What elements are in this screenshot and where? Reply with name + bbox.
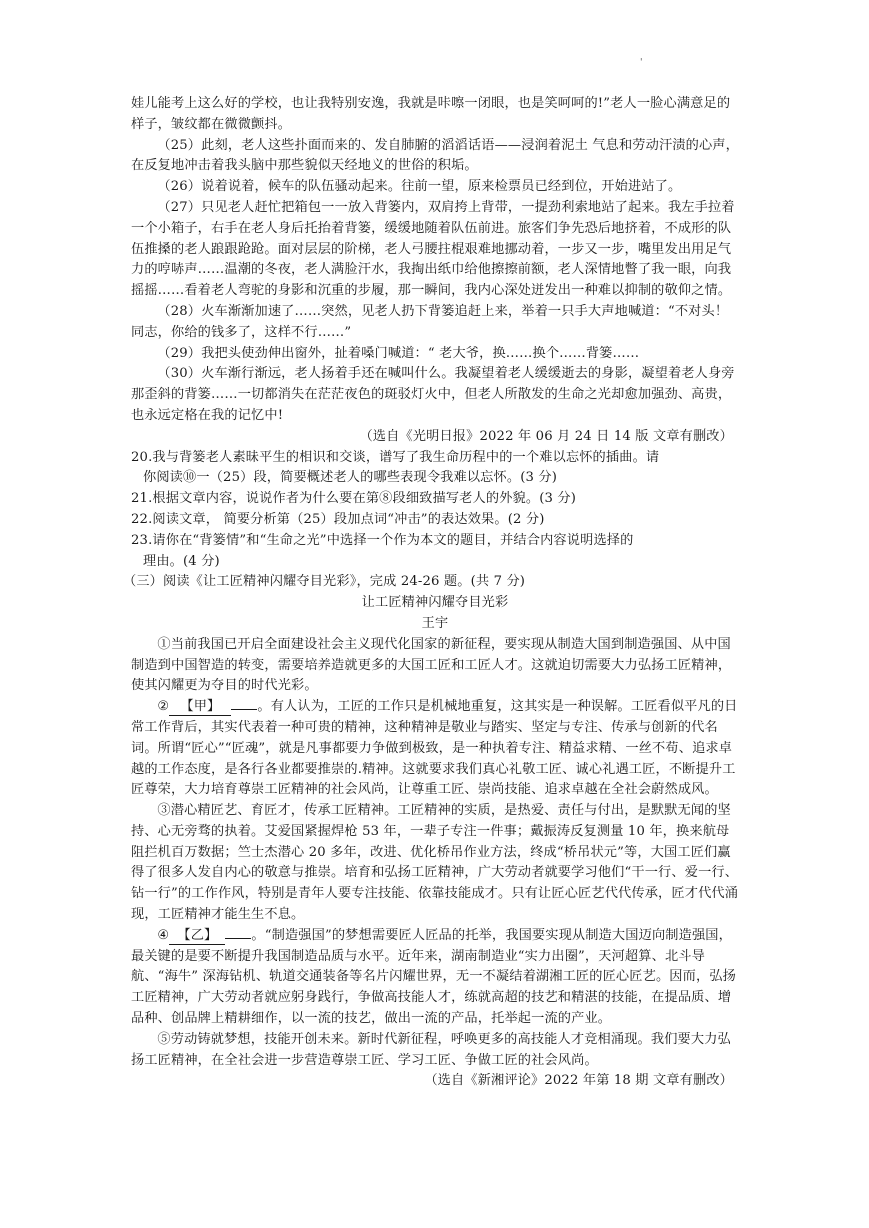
article-paragraph-3: ③潜心精匠艺、育匠才，传承工匠精神。工匠精神的实质，是热爱、责任与付出，是默默无闻的坚持、心无旁骛的执着。艾爱国紧握焊枪 53 年，一辈子专注一件事；戴振涛反复测量 10 年，换来航母阻拦机百万数据；竺士杰潜心 20 多年，改进、优化桥吊作业方法，终成“桥吊状元”等，大国工匠们赢得了很多人发自内心的敬意与推崇。培育和弘扬工匠精神，广大劳动者就要学习他们“干一行、爱一行、钻一行”的工作作风，特别是青年人要专注技能、依靠技能成才。只有让匠心匠艺代代传承，匠才代代涌现，工匠精神才能生生不息。 xyxy=(131,803,739,923)
question-20-line2: 你阅读⑩一（25）段，简要概述老人的哪些表现令我难以忘怀。(3 分) xyxy=(143,470,557,486)
blank-jia: 【甲】 xyxy=(169,699,231,716)
question-23-line1: 23.请你在“背篓情”和“生命之光”中选择一个作为本文的题目，并结合内容说明选择的 xyxy=(131,532,634,548)
article-paragraph-2 xyxy=(131,697,739,801)
paragraph-4-number: ④ xyxy=(157,927,170,943)
paragraph-2-text: 。有人认为，工匠的工作只是机械地重复，这其实是一种误解。工匠看似平凡的日常工作背后，其实代表着一种可贵的精神，这种精神是敬业与踏实、坚定与专注、传承与创新的代名词。所谓“匠心”“匠魂”，就是凡事都要力争做到极致，是一种执着专注、精益求精、一丝不苟、追求卓越的工作态度，是各行各业都要推崇的.精神。这就要求我们真心礼敬工匠、诚心礼遇工匠，不断提升工匠尊荣，大力培育尊崇工匠精神的社会风尚，让尊重工匠、崇尚技能、追求卓越在全社会蔚然成风。 xyxy=(131,699,738,798)
article-paragraph-4 xyxy=(131,926,739,1030)
story-paragraph-continued: 娃儿能考上这么好的学校，也让我特别安逸，我就是咔嚓一闭眼，也是笑呵呵的!”老人一脸心满意足的样子，皱纹都在微微颤抖。 xyxy=(131,96,731,132)
story-paragraph-27: （27）只见老人赶忙把箱包一一放入背篓内，双肩挎上背带，一提劲利索地站了起来。我左手拉着一个小箱子，右手在老人身后托抬着背篓，缓缓地随着队伍前进。旅客们争先恐后地挤着，不成形的队伍推搡的老人踉跟跄跄。面对层层的阶梯，老人弓腰拄棍艰难地挪动着，一步又一步，嘴里发出用足气力的哼哧声……温潮的冬夜，老人满脸汗水，我掏出纸巾给他擦擦前额，老人深情地瞥了我一眼，向我摇摇……看着老人弯驼的身影和沉重的步履，那一瞬间，我内心深处迸发出一种难以抑制的敬仰之情。 xyxy=(131,199,735,299)
story-paragraph-29: （29）我把头使劲伸出窗外，扯着嗓门喊道：“ 老大爷，换……换个……背篓…… xyxy=(157,345,640,361)
article-author: 王宇 xyxy=(421,615,449,631)
story-paragraph-25: （25）此刻，老人这些扑面而来的、发自肺腑的滔滔话语——浸润着泥土 气息和劳动汗渍的心声，在反复地冲击着我头脑中那些貌似天经地义的世俗的积垢。 xyxy=(131,137,739,174)
story-paragraph-26: （26）说着说着，候车的队伍骚动起来。往前一望，原来检票员已经到位，开始进站了。 xyxy=(157,179,682,195)
article-title: 让工匠精神闪耀夺目光彩 xyxy=(361,595,509,611)
question-20 xyxy=(131,448,739,490)
blank-yi-underline xyxy=(225,938,251,939)
paragraph-2-number: ② xyxy=(157,699,170,715)
section-3-heading: （三）阅读《让工匠精神闪耀夺目光彩》，完成 24-26 题。(共 7 分) xyxy=(123,574,526,590)
document-page xyxy=(123,94,739,1092)
paragraph-4-text: 。“制造强国”的梦想需要匠人匠品的托举，我国要实现从制造大国迈向制造强国，最关键的是要不断提升我国制造品质与水平。近年来，湖南制造业“实力出圈”，天河超算、北斗导航、“海牛” 深海钻机、轨道交通装备等名片闪耀世界，无一不凝结着湖湘工匠的匠心匠艺。因而，弘扬工匠精神，广大劳动者就应躬身践行，争做高技能人才，练就高超的技艺和精湛的技能，在提品质、增品种、创品牌上精耕细作，以一流的技艺，做出一流的产品，托举起一流的产业。 xyxy=(131,927,736,1027)
blank-yi: 【乙】 xyxy=(169,928,225,945)
question-23-line2: 理由。(4 分) xyxy=(143,553,220,569)
article-source: （选自《新湘评论》2022 年第 18 期 文章有删改） xyxy=(424,1073,733,1089)
question-22: 22.阅读文章， 简要分析第（25）段加点词“冲击”的表达效果。(2 分) xyxy=(131,511,545,527)
question-20-line1: 20.我与背篓老人素昧平生的相识和交谈，谱写了我生命历程中的一个难以忘怀的插曲。请 xyxy=(131,449,660,465)
article-paragraph-1: ①当前我国已开启全面建设社会主义现代化国家的新征程，要实现从制造大国到制造强国、从中国制造到中国智造的转变，需要培养造就更多的大国工匠和工匠人才。这就迫切需要大力弘扬工匠精神，使其闪耀更为夺目的时代光彩。 xyxy=(131,636,732,694)
story-paragraph-30: （30）火车渐行渐远，老人扬着手还在喊叫什么。我凝望着老人缓缓逝去的身影，凝望着老人身旁那歪斜的背篓……一切都消失在茫茫夜色的斑驳灯火中，但老人所散发的生命之光却愈加强劲、高贵，也永远定格在我的记忆中! xyxy=(131,366,735,423)
article-paragraph-5: ⑤劳动铸就梦想，技能开创未来。新时代新征程，呼唤更多的高技能人才竞相涌现。我们要大力弘扬工匠精神，在全社会进一步营造尊崇工匠、学习工匠、争做工匠的社会风尚。 xyxy=(131,1031,731,1068)
story-paragraph-28: （28）火车渐渐加速了……突然，见老人扔下背篓追赶上来，举着一只手大声地喊道：“不对头！同志，你给的钱多了，这样不行……” xyxy=(131,303,729,340)
corner-mark: ' xyxy=(640,58,643,68)
question-21: 21.根据文章内容，说说作者为什么要在第⑧段细致描写老人的外貌。(3 分) xyxy=(131,491,577,507)
story-source: （选自《光明日报》2022 年 06 月 24 日 14 版 文章有删改） xyxy=(359,428,733,444)
question-23 xyxy=(131,531,739,573)
blank-jia-underline xyxy=(231,709,257,710)
